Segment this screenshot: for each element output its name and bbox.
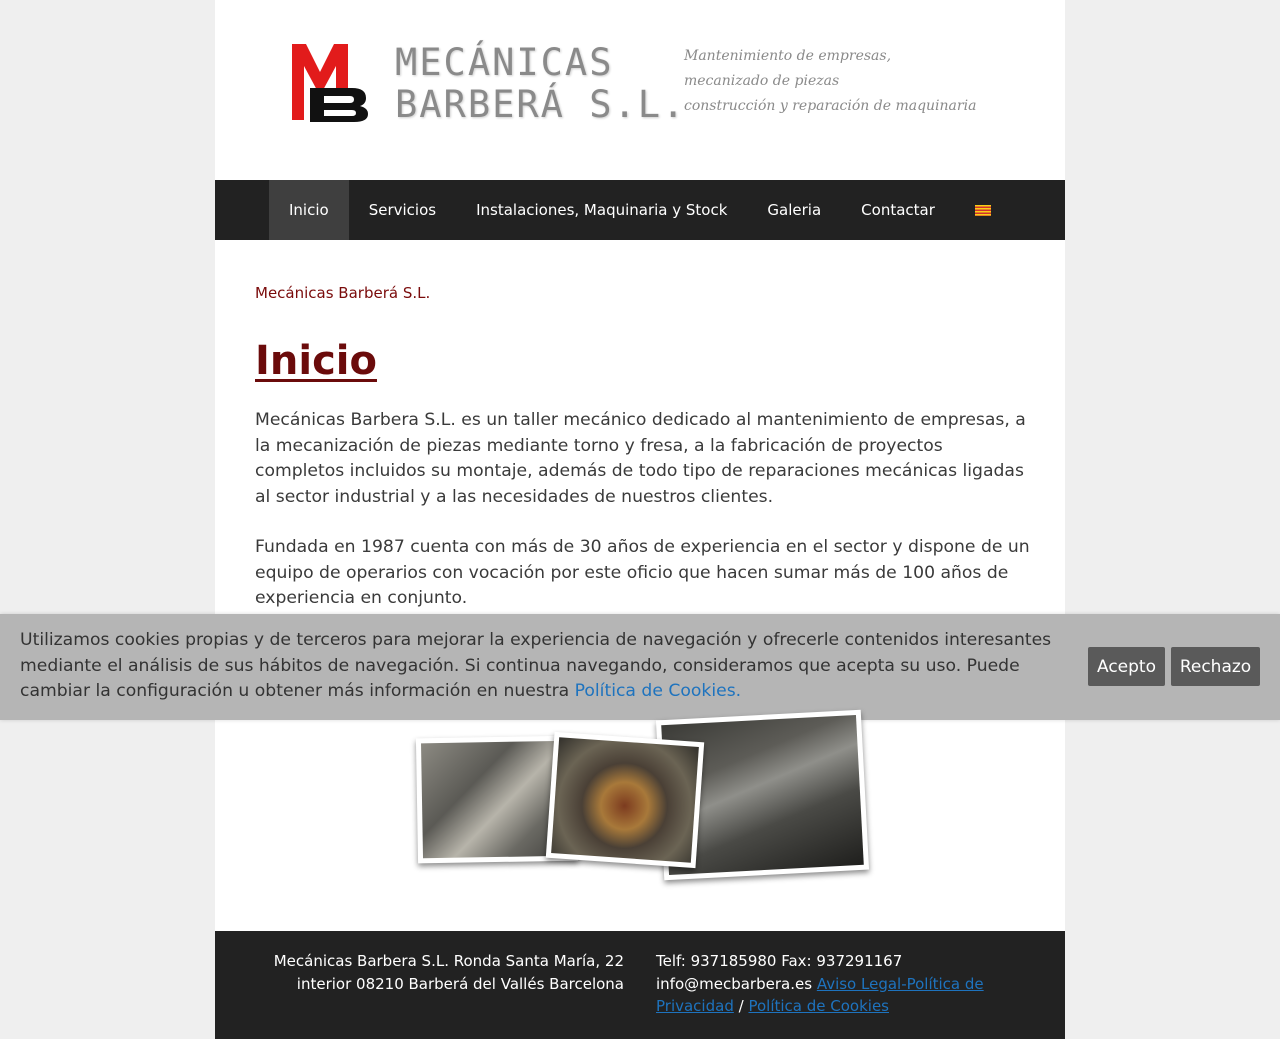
footer-address (255, 950, 624, 995)
cookie-message: Utilizamos cookies propias y de terceros para mejorar la experiencia de navegación y ofrecerle contenidos interesantes mediante el análisis de sus hábitos de navegación. Si continua navegando, consideramos que acepta su uso. Puede cambiar la configuración u obtener más información en nuestra (20, 630, 1052, 701)
site-footer (215, 931, 1065, 1039)
catalan-flag-icon (975, 205, 991, 216)
reject-cookies-button[interactable]: Rechazo (1171, 647, 1260, 686)
cookie-policy-link[interactable]: Política de Cookies (748, 997, 889, 1015)
cookie-policy-banner-link[interactable]: Política de Cookies. (574, 681, 742, 701)
company-name[interactable] (395, 42, 686, 126)
footer-address-line1: Mecánicas Barbera S.L. Ronda Santa María, 22 (273, 952, 624, 970)
legal-notice-link[interactable]: Aviso Legal-Política de Privacidad (656, 974, 984, 1015)
company-name-line2: BARBERÁ S.L. (395, 83, 687, 126)
footer-address-line2: interior 08210 Barberá del Vallés Barcelona (296, 974, 624, 993)
footer-separator: / (738, 997, 744, 1015)
rotor-photo (546, 732, 704, 868)
cookie-consent-bar (0, 614, 1280, 720)
workshop-photo-collage (415, 715, 875, 890)
nav-item-language[interactable] (955, 180, 1011, 240)
footer-phone: Telf: 937185980 Fax: 937291167 (656, 952, 903, 970)
company-name-line1: MECÁNICAS (395, 41, 614, 84)
company-tagline (684, 44, 976, 119)
main-navigation (215, 180, 1065, 240)
nav-item-instalaciones[interactable]: Instalaciones, Maquinaria y Stock (476, 201, 728, 219)
footer-contact (656, 950, 1016, 1018)
nav-item-servicios[interactable]: Servicios (368, 201, 437, 219)
nav-item-contactar[interactable]: Contactar (861, 201, 935, 219)
cookie-consent-text (20, 628, 1095, 705)
nav-item-inicio[interactable]: Inicio (269, 180, 349, 240)
tagline-line1: Mantenimiento de empresas, (684, 48, 892, 64)
tagline-line3: construcción y reparación de maquinaria (684, 98, 977, 114)
site-header (215, 0, 1065, 180)
history-paragraph: Fundada en 1987 cuenta con más de 30 años de experiencia en el sector y dispone de un equipo de operarios con vocación por este oficio que hacen sumar más de 100 años de experiencia en conjunto. (255, 537, 1030, 608)
intro-paragraph: Mecánicas Barbera S.L. es un taller mecánico dedicado al mantenimiento de empresas, a la mecanización de piezas mediante torno y fresa, a la fabricación de proyectos completos incluidos su montaje, además de todo tipo de reparaciones mecánicas ligadas al sector industrial y a las necesidades de nuestros clientes. (255, 410, 1026, 507)
nav-item-galeria[interactable]: Galeria (767, 201, 822, 219)
company-logo-icon[interactable] (292, 44, 370, 122)
page-title[interactable]: Inicio (255, 338, 377, 384)
breadcrumb[interactable]: Mecánicas Barberá S.L. (255, 284, 431, 302)
accept-cookies-button[interactable]: Acepto (1088, 647, 1165, 686)
page-container (215, 0, 1065, 1039)
footer-email: info@mecbarbera.es (656, 974, 813, 993)
tagline-line2: mecanizado de piezas (684, 73, 840, 89)
